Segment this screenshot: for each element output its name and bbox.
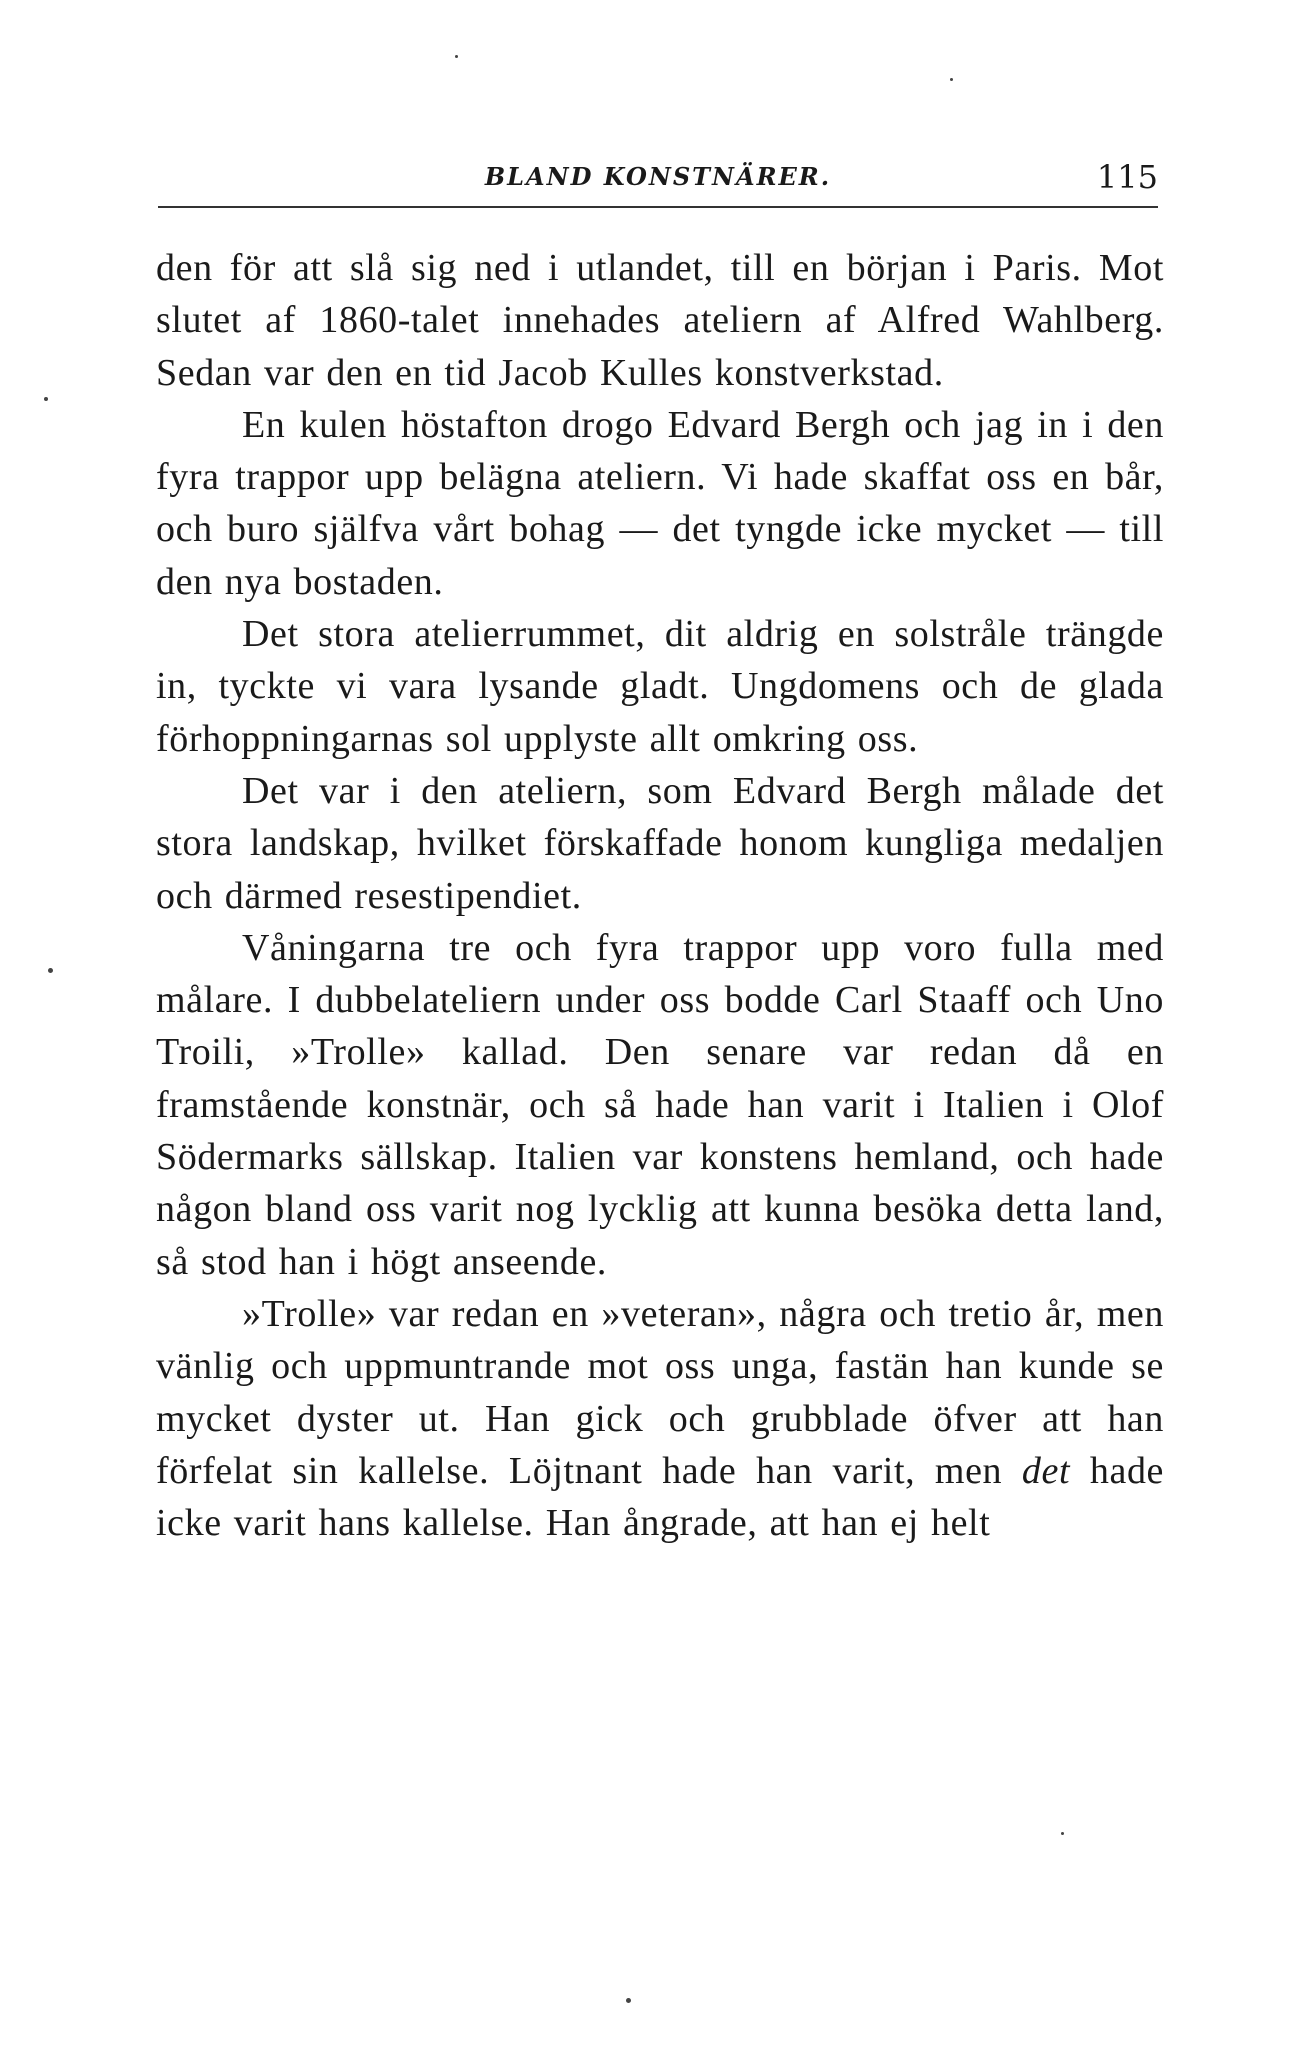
emphasized-word: det xyxy=(1021,1449,1071,1492)
paragraph: den för att slå sig ned i utlandet, till en början i Paris. Mot slutet af 1860-talet innehades ateliern af Alfred Wahlberg. Sedan var den en tid Jacob Kulles konstverkstad. xyxy=(156,247,1164,394)
paragraph xyxy=(156,1288,1164,1549)
print-speck xyxy=(950,78,953,81)
paragraph: Våningarna tre och fyra trappor upp voro fulla med målare. I dubbelateliern under oss bodde Carl Staaff och Uno Troili, »Trolle» kallad. Den senare var redan då en framstående konstnär, och så hade han varit i Italien i Olof Södermarks sällskap. Italien var konstens hemland, och hade någon bland oss varit nog lycklig att kunna besöka detta land, så stod han i högt anseende. xyxy=(156,926,1164,1283)
running-head xyxy=(158,158,1158,202)
print-speck xyxy=(455,55,458,58)
paragraph: Det stora atelierrummet, dit aldrig en solstråle trängde in, tyckte vi vara lysande gladt. Ungdomens och de glada förhoppningarnas sol upplyste allt omkring oss. xyxy=(156,613,1164,760)
paragraph: Det var i den ateliern, som Edvard Bergh målade det stora landskap, hvilket förskaffade honom kungliga medaljen och därmed resestipendiet. xyxy=(156,769,1164,917)
print-speck xyxy=(1061,1832,1064,1835)
paragraph: En kulen höstafton drogo Edvard Bergh och jag in i den fyra trappor upp belägna ateliern. Vi hade skaffat oss en bår, och buro själfva vårt bohag — det tyngde icke mycket — till den nya bostaden. xyxy=(156,403,1164,603)
print-speck xyxy=(48,968,53,973)
print-speck xyxy=(626,1998,631,2003)
print-speck xyxy=(44,397,48,401)
header-rule xyxy=(158,206,1158,208)
body-text xyxy=(156,242,1164,1549)
page-number: 115 xyxy=(1096,158,1158,196)
paragraph-text: »Trolle» var redan en »veteran», några och tretio år, men vänlig och uppmuntrande mot oss unga, fastän han kunde se mycket dyster ut. Han gick och grubblade öfver att han förfelat sin kallelse. Löjtnant hade han varit, men xyxy=(156,1292,1164,1492)
running-title: BLAND KONSTNÄRER. xyxy=(484,162,832,191)
paragraph-text: hade icke varit hans kallelse. Han ångrade, att han ej helt xyxy=(156,1449,1165,1545)
